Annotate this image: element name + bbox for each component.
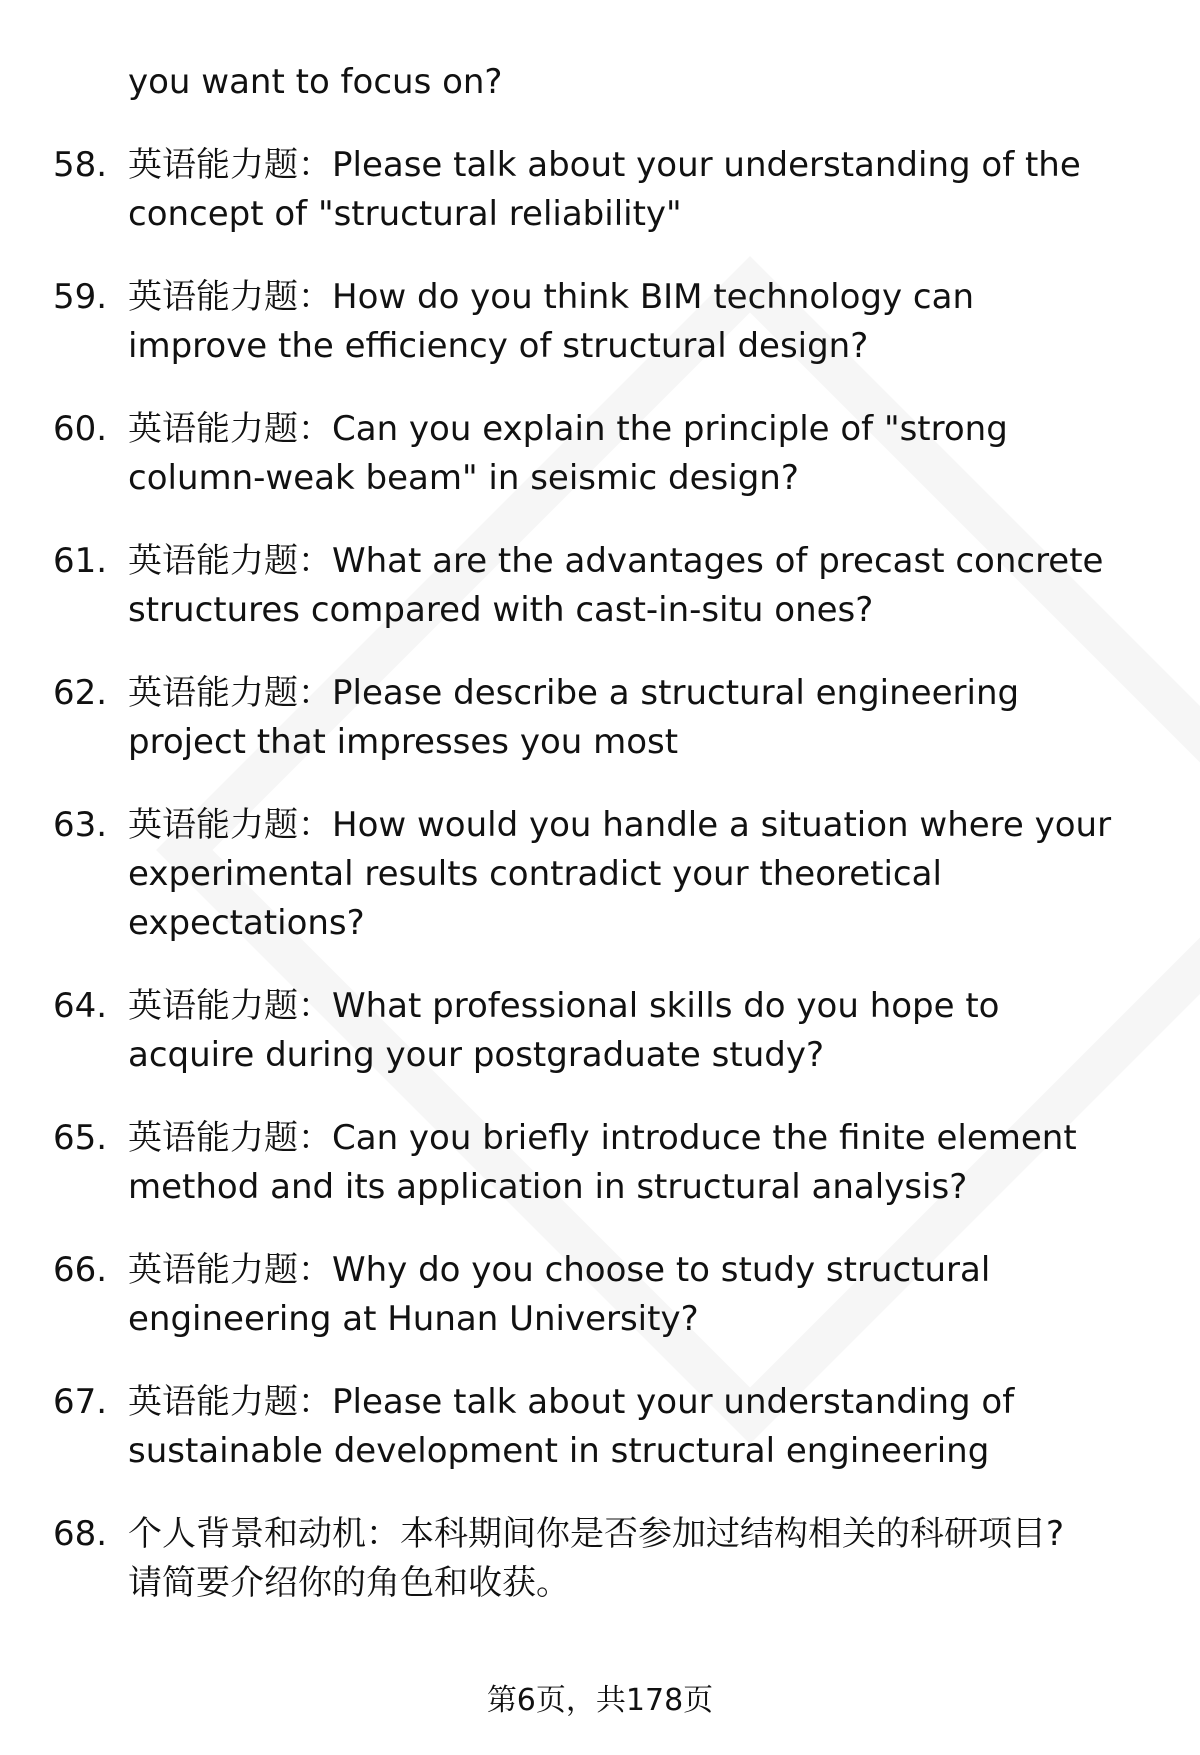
question-text-line: 请简要介绍你的角色和收获。 [128,1563,570,1603]
page-number: 第6页，共178页 [486,1683,714,1718]
question-number: 62. [53,673,108,713]
question-item [0,801,1200,948]
question-item [0,1246,1200,1344]
question-text-line: 英语能力题：What are the advantages of precast concrete [128,541,1104,581]
question-text-line: 英语能力题：Can you briefly introduce the finite element [128,1118,1077,1158]
question-number: 65. [53,1118,108,1158]
question-text-line: method and its application in structural analysis? [128,1167,968,1207]
question-item [0,141,1200,239]
question-number: 60. [53,409,108,449]
question-item [0,537,1200,635]
question-text-line: engineering at Hunan University? [128,1299,699,1339]
question-number: 63. [53,805,108,845]
question-item [0,1114,1200,1212]
question-text-line: 英语能力题：Please describe a structural engineering [128,673,1020,713]
question-text-line: 英语能力题：Please talk about your understanding of the [128,145,1081,185]
question-item [0,982,1200,1080]
question-item [0,669,1200,767]
question-text-line: project that impresses you most [128,722,679,762]
question-number: 68. [53,1514,108,1554]
question-text-line: 英语能力题：Can you explain the principle of "strong [128,409,1008,449]
question-text-line: 个人背景和动机：本科期间你是否参加过结构相关的科研项目? [128,1514,1065,1554]
question-item [0,405,1200,503]
question-text-line: concept of "structural reliability" [128,194,682,234]
question-number: 61. [53,541,108,581]
question-text-line: 英语能力题：How do you think BIM technology can [128,277,974,317]
question-number: 59. [53,277,108,317]
question-text-line: improve the efficiency of structural design? [128,326,869,366]
question-number: 66. [53,1250,108,1290]
question-number: 58. [53,145,108,185]
question-text-line: column-weak beam" in seismic design? [128,458,799,498]
question-text-line: 英语能力题：How would you handle a situation where your [128,805,1112,845]
question-text-line: sustainable development in structural engineering [128,1431,990,1471]
question-item [0,1378,1200,1476]
question-number: 67. [53,1382,108,1422]
question-number: 64. [53,986,108,1026]
question-text-line: 英语能力题：What professional skills do you hope to [128,986,1000,1026]
question-text-line: experimental results contradict your theoretical [128,854,942,894]
continued-question-text: you want to focus on? [128,62,503,102]
question-item [0,1510,1200,1608]
question-list [0,58,1200,1642]
question-item [0,273,1200,371]
question-text-line: 英语能力题：Why do you choose to study structural [128,1250,991,1290]
question-text-line: structures compared with cast-in-situ ones? [128,590,874,630]
question-text-line: acquire during your postgraduate study? [128,1035,825,1075]
question-text-line: expectations? [128,903,365,943]
question-text-line: 英语能力题：Please talk about your understanding of [128,1382,1015,1422]
